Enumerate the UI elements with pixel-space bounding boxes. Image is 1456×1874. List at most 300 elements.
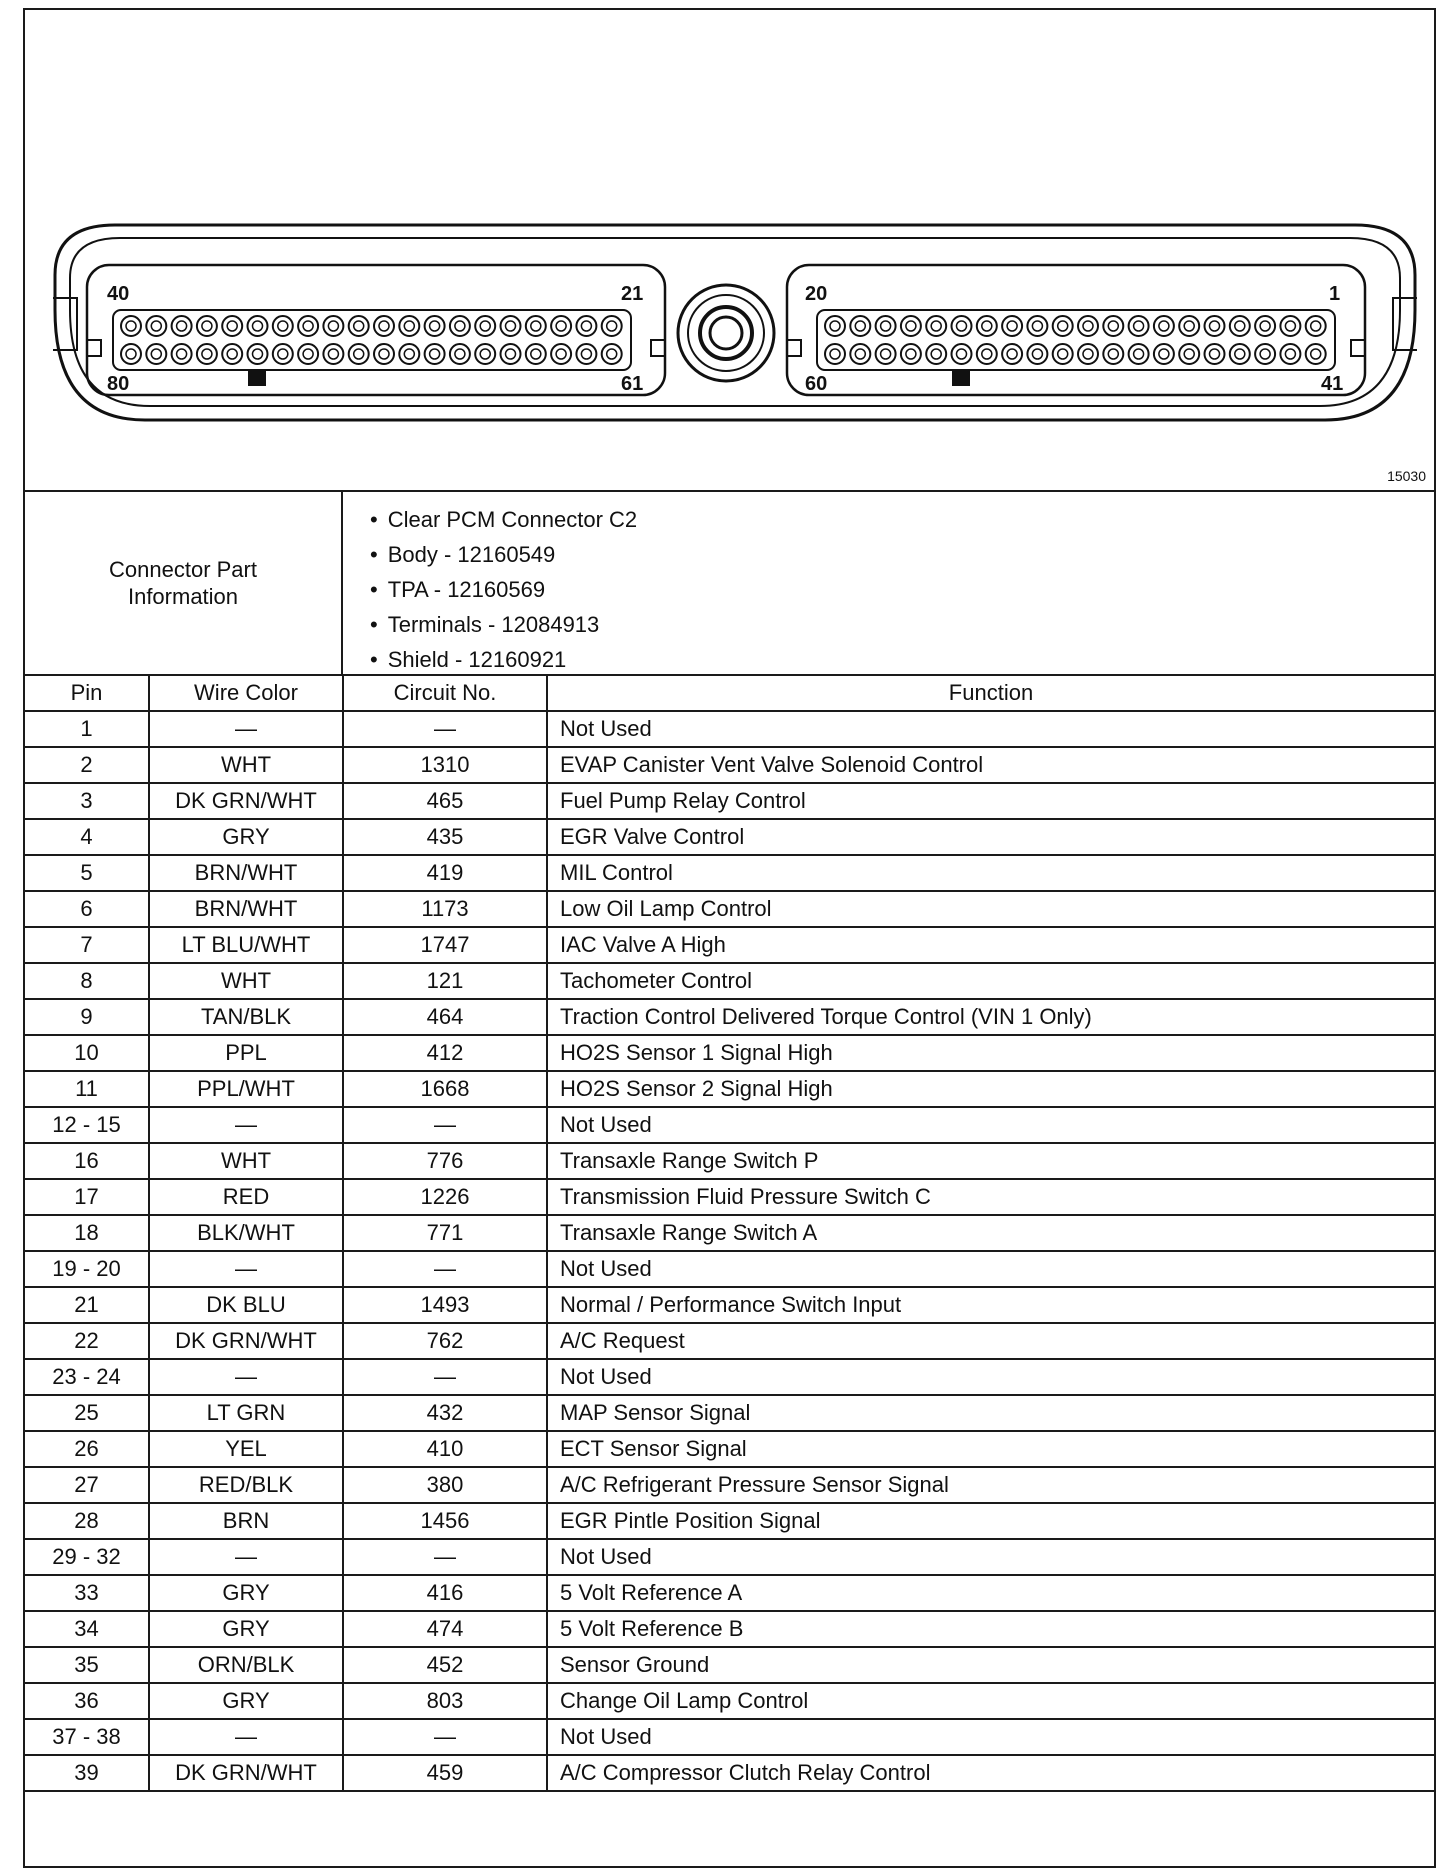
cell-wire-color: PPL/WHT: [149, 1071, 343, 1107]
pin-hole-inner: [531, 349, 541, 359]
part-info-item: • Body - 12160549: [370, 537, 637, 572]
pin-hole-inner: [278, 349, 288, 359]
pin-hole: [977, 316, 997, 336]
pin-hole: [1280, 344, 1300, 364]
pin-hole: [248, 316, 268, 336]
pin-hole-inner: [1210, 321, 1220, 331]
table-row: [25, 1575, 1434, 1611]
pin-hole: [1205, 316, 1225, 336]
cell-function: Not Used: [547, 1359, 1434, 1395]
pin-hole-inner: [278, 321, 288, 331]
pin-hole: [450, 316, 470, 336]
cell-function: Normal / Performance Switch Input: [547, 1287, 1434, 1323]
pin-hole: [1306, 344, 1326, 364]
cell-function: A/C Refrigerant Pressure Sensor Signal: [547, 1467, 1434, 1503]
pin-hole: [952, 344, 972, 364]
cell-wire-color: PPL: [149, 1035, 343, 1071]
pin-hole: [1230, 316, 1250, 336]
pin-hole-inner: [253, 321, 263, 331]
pin-hole-inner: [607, 349, 617, 359]
cell-circuit-no: 803: [343, 1683, 547, 1719]
cell-pin: 18: [25, 1215, 149, 1251]
cell-pin: 11: [25, 1071, 149, 1107]
pin-hole-inner: [253, 349, 263, 359]
cell-function: ECT Sensor Signal: [547, 1431, 1434, 1467]
pin-hole: [1255, 344, 1275, 364]
cell-circuit-no: —: [343, 711, 547, 747]
table-header-row: [25, 676, 1434, 711]
cell-pin: 10: [25, 1035, 149, 1071]
pin-label-40: 40: [107, 283, 130, 305]
pin-hole: [475, 344, 495, 364]
pin-hole-inner: [982, 349, 992, 359]
cell-pin: 2: [25, 747, 149, 783]
pin-hole-inner: [455, 321, 465, 331]
pin-hole: [425, 344, 445, 364]
cell-circuit-no: 1310: [343, 747, 547, 783]
table-row: [25, 1287, 1434, 1323]
pin-hole-inner: [227, 349, 237, 359]
cell-pin: 4: [25, 819, 149, 855]
cell-pin: 33: [25, 1575, 149, 1611]
cell-pin: 36: [25, 1683, 149, 1719]
cell-wire-color: YEL: [149, 1431, 343, 1467]
part-info-heading-line1: Connector Part: [109, 557, 257, 582]
pin-hole: [1078, 344, 1098, 364]
pin-hole: [501, 316, 521, 336]
cell-circuit-no: 464: [343, 999, 547, 1035]
pin-hole: [1129, 316, 1149, 336]
cell-wire-color: —: [149, 1719, 343, 1755]
table-row: [25, 927, 1434, 963]
pin-hole: [1280, 316, 1300, 336]
cell-wire-color: GRY: [149, 1683, 343, 1719]
pin-hole-inner: [506, 321, 516, 331]
pin-hole: [1205, 344, 1225, 364]
pin-holes: [121, 316, 1326, 364]
part-info-item: • Shield - 12160921: [370, 642, 637, 677]
pin-hole-inner: [1058, 349, 1068, 359]
cell-function: 5 Volt Reference B: [547, 1611, 1434, 1647]
cell-function: Not Used: [547, 1107, 1434, 1143]
cell-pin: 21: [25, 1287, 149, 1323]
cell-function: A/C Request: [547, 1323, 1434, 1359]
center-right-tab: [787, 340, 801, 356]
pin-hole: [222, 316, 242, 336]
pin-hole-inner: [830, 349, 840, 359]
pin-hole-inner: [581, 321, 591, 331]
pin-hole: [850, 344, 870, 364]
cell-circuit-no: —: [343, 1107, 547, 1143]
cell-circuit-no: 410: [343, 1431, 547, 1467]
pin-hole-inner: [151, 321, 161, 331]
pin-hole-inner: [1235, 349, 1245, 359]
pin-hole-inner: [581, 349, 591, 359]
pin-hole-inner: [379, 349, 389, 359]
right-tab: [1351, 340, 1365, 356]
pin-hole-inner: [1260, 349, 1270, 359]
cell-function: IAC Valve A High: [547, 927, 1434, 963]
pin-hole: [475, 316, 495, 336]
pin-hole-inner: [177, 321, 187, 331]
pin-hole-inner: [354, 321, 364, 331]
cell-wire-color: RED/BLK: [149, 1467, 343, 1503]
pin-hole-inner: [303, 321, 313, 331]
table-row: [25, 855, 1434, 891]
pin-hole-inner: [881, 321, 891, 331]
cell-function: A/C Compressor Clutch Relay Control: [547, 1755, 1434, 1791]
pin-hole: [298, 344, 318, 364]
pin-hole-inner: [455, 349, 465, 359]
pin-hole: [298, 316, 318, 336]
pin-hole: [901, 344, 921, 364]
pin-hole: [876, 316, 896, 336]
pin-hole-inner: [430, 321, 440, 331]
pin-hole-inner: [1210, 349, 1220, 359]
pin-hole: [1154, 344, 1174, 364]
cell-wire-color: LT BLU/WHT: [149, 927, 343, 963]
pin-hole-inner: [404, 349, 414, 359]
cell-pin: 39: [25, 1755, 149, 1791]
pin-hole-inner: [1285, 321, 1295, 331]
pin-hole-inner: [931, 349, 941, 359]
pin-hole-inner: [480, 349, 490, 359]
table-row: [25, 783, 1434, 819]
cell-wire-color: —: [149, 711, 343, 747]
table-row: [25, 1611, 1434, 1647]
table-row: [25, 1071, 1434, 1107]
pin-function-table: [25, 676, 1434, 1792]
pin-hole: [576, 344, 596, 364]
cell-circuit-no: —: [343, 1359, 547, 1395]
pin-hole-inner: [1311, 349, 1321, 359]
cell-function: Transaxle Range Switch P: [547, 1143, 1434, 1179]
pin-hole-inner: [1007, 321, 1017, 331]
pin-hole-inner: [1134, 321, 1144, 331]
pin-hole-inner: [556, 349, 566, 359]
pin-hole: [1053, 344, 1073, 364]
part-info-item: • Clear PCM Connector C2: [370, 502, 637, 537]
pin-hole: [1230, 344, 1250, 364]
table-row: [25, 891, 1434, 927]
pin-hole: [1255, 316, 1275, 336]
cell-function: EGR Pintle Position Signal: [547, 1503, 1434, 1539]
cell-wire-color: BRN/WHT: [149, 891, 343, 927]
pin-hole: [1103, 316, 1123, 336]
cell-wire-color: BLK/WHT: [149, 1215, 343, 1251]
pin-hole-inner: [855, 321, 865, 331]
cell-circuit-no: 432: [343, 1395, 547, 1431]
cell-function: Fuel Pump Relay Control: [547, 783, 1434, 819]
pin-hole-inner: [982, 321, 992, 331]
cell-function: Change Oil Lamp Control: [547, 1683, 1434, 1719]
cell-pin: 27: [25, 1467, 149, 1503]
pin-hole: [374, 316, 394, 336]
right-cavity: [787, 265, 1365, 395]
pin-hole: [146, 316, 166, 336]
pin-hole: [1306, 316, 1326, 336]
cell-wire-color: GRY: [149, 1611, 343, 1647]
cell-circuit-no: 1493: [343, 1287, 547, 1323]
pin-hole-inner: [126, 321, 136, 331]
cell-pin: 37 - 38: [25, 1719, 149, 1755]
pin-hole: [926, 344, 946, 364]
pin-hole: [1078, 316, 1098, 336]
pin-hole: [551, 344, 571, 364]
table-row: [25, 1323, 1434, 1359]
pin-hole-inner: [906, 321, 916, 331]
cell-circuit-no: 474: [343, 1611, 547, 1647]
part-info-item: • TPA - 12160569: [370, 572, 637, 607]
pin-hole: [850, 316, 870, 336]
figure-number: 15030: [1387, 468, 1426, 484]
pin-hole: [576, 316, 596, 336]
pin-hole-inner: [177, 349, 187, 359]
cell-pin: 6: [25, 891, 149, 927]
cell-circuit-no: 412: [343, 1035, 547, 1071]
cell-circuit-no: —: [343, 1719, 547, 1755]
header-pin: Pin: [25, 676, 149, 711]
cell-pin: 12 - 15: [25, 1107, 149, 1143]
cell-pin: 26: [25, 1431, 149, 1467]
pin-hole-inner: [1235, 321, 1245, 331]
cell-function: MAP Sensor Signal: [547, 1395, 1434, 1431]
pin-hole: [926, 316, 946, 336]
cell-pin: 1: [25, 711, 149, 747]
pin-hole-inner: [1184, 321, 1194, 331]
center-bolt-core: [710, 317, 742, 349]
pin-hole: [248, 344, 268, 364]
pin-hole: [197, 344, 217, 364]
pin-hole-inner: [1260, 321, 1270, 331]
pin-hole: [1129, 344, 1149, 364]
pin-label-20: 20: [805, 283, 828, 305]
pin-hole-inner: [1159, 349, 1169, 359]
pin-hole-inner: [1134, 349, 1144, 359]
table-row: [25, 1251, 1434, 1287]
pin-hole: [977, 344, 997, 364]
pin-label-21: 21: [621, 283, 644, 305]
pin-hole-inner: [1058, 321, 1068, 331]
table-row: [25, 1539, 1434, 1575]
pin-hole: [1002, 316, 1022, 336]
part-info-list: [370, 502, 637, 677]
cell-function: MIL Control: [547, 855, 1434, 891]
cell-function: EVAP Canister Vent Valve Solenoid Control: [547, 747, 1434, 783]
cell-circuit-no: 459: [343, 1755, 547, 1791]
pin-hole: [121, 344, 141, 364]
cell-pin: 22: [25, 1323, 149, 1359]
table-body: [25, 711, 1434, 1791]
pin-hole-inner: [556, 321, 566, 331]
cell-wire-color: —: [149, 1539, 343, 1575]
pin-hole-inner: [1184, 349, 1194, 359]
pin-hole-inner: [202, 321, 212, 331]
pin-hole: [602, 316, 622, 336]
cell-pin: 7: [25, 927, 149, 963]
table-row: [25, 1107, 1434, 1143]
cell-function: Transmission Fluid Pressure Switch C: [547, 1179, 1434, 1215]
cell-function: Not Used: [547, 1719, 1434, 1755]
cell-circuit-no: 1173: [343, 891, 547, 927]
cell-pin: 8: [25, 963, 149, 999]
cell-pin: 9: [25, 999, 149, 1035]
cell-wire-color: WHT: [149, 747, 343, 783]
pin-hole: [425, 316, 445, 336]
pin-label-60: 60: [805, 373, 828, 395]
pin-hole-inner: [1007, 349, 1017, 359]
cell-function: Not Used: [547, 1539, 1434, 1575]
connector-face-drawing: [25, 10, 1434, 490]
pin-hole-inner: [931, 321, 941, 331]
pin-hole-inner: [202, 349, 212, 359]
pin-hole-inner: [1159, 321, 1169, 331]
part-info-heading-line2: Information: [127, 584, 239, 609]
pin-hole-inner: [430, 349, 440, 359]
pin-label-61: 61: [621, 373, 644, 395]
cell-wire-color: TAN/BLK: [149, 999, 343, 1035]
pin-hole: [501, 344, 521, 364]
cell-function: Tachometer Control: [547, 963, 1434, 999]
pin-hole-inner: [1108, 349, 1118, 359]
table-row: [25, 1035, 1434, 1071]
pin-hole: [1154, 316, 1174, 336]
pin-hole: [825, 316, 845, 336]
cell-function: Traction Control Delivered Torque Control (VIN 1 Only): [547, 999, 1434, 1035]
part-info-heading: [25, 492, 343, 674]
table-row: [25, 1647, 1434, 1683]
table-row: [25, 1431, 1434, 1467]
header-wire-color: Wire Color: [149, 676, 343, 711]
table-row: [25, 1503, 1434, 1539]
cell-function: Not Used: [547, 711, 1434, 747]
pin-hole-inner: [506, 349, 516, 359]
document-frame: [23, 8, 1436, 1868]
cell-circuit-no: 465: [343, 783, 547, 819]
pin-hole-inner: [303, 349, 313, 359]
header-function: Function: [547, 676, 1434, 711]
pin-hole: [1027, 316, 1047, 336]
pin-hole: [1103, 344, 1123, 364]
pin-hole-inner: [830, 321, 840, 331]
cell-circuit-no: 771: [343, 1215, 547, 1251]
pin-hole-inner: [957, 349, 967, 359]
pin-hole: [952, 316, 972, 336]
pin-hole: [349, 344, 369, 364]
part-info-item: • Terminals - 12084913: [370, 607, 637, 642]
table-row: [25, 1143, 1434, 1179]
pin-hole: [323, 344, 343, 364]
cell-circuit-no: 380: [343, 1467, 547, 1503]
pin-hole: [349, 316, 369, 336]
pin-hole-inner: [1032, 321, 1042, 331]
pin-hole: [1002, 344, 1022, 364]
cell-function: HO2S Sensor 1 Signal High: [547, 1035, 1434, 1071]
pin-hole: [172, 344, 192, 364]
pin-hole-inner: [126, 349, 136, 359]
pin-hole-inner: [957, 321, 967, 331]
pin-hole-inner: [227, 321, 237, 331]
cell-circuit-no: —: [343, 1251, 547, 1287]
pin-hole: [1027, 344, 1047, 364]
cell-wire-color: —: [149, 1251, 343, 1287]
cell-pin: 3: [25, 783, 149, 819]
table-row: [25, 1719, 1434, 1755]
pin-hole-inner: [151, 349, 161, 359]
table-row: [25, 999, 1434, 1035]
cell-circuit-no: 416: [343, 1575, 547, 1611]
pin-hole-inner: [1032, 349, 1042, 359]
pin-hole: [374, 344, 394, 364]
pin-hole: [901, 316, 921, 336]
table-row: [25, 747, 1434, 783]
cell-wire-color: DK BLU: [149, 1287, 343, 1323]
cell-pin: 29 - 32: [25, 1539, 149, 1575]
pin-hole: [526, 344, 546, 364]
pin-hole: [876, 344, 896, 364]
cell-pin: 16: [25, 1143, 149, 1179]
cell-wire-color: DK GRN/WHT: [149, 1755, 343, 1791]
pin-hole: [399, 344, 419, 364]
pin-hole: [526, 316, 546, 336]
center-left-tab: [651, 340, 665, 356]
cell-function: HO2S Sensor 2 Signal High: [547, 1071, 1434, 1107]
cell-wire-color: GRY: [149, 1575, 343, 1611]
cell-wire-color: DK GRN/WHT: [149, 1323, 343, 1359]
table-row: [25, 819, 1434, 855]
pin-hole-inner: [531, 321, 541, 331]
cell-pin: 19 - 20: [25, 1251, 149, 1287]
pin-hole-inner: [379, 321, 389, 331]
pin-label-1: 1: [1329, 283, 1341, 305]
left-key: [248, 370, 266, 386]
pin-hole-inner: [1285, 349, 1295, 359]
cell-pin: 28: [25, 1503, 149, 1539]
cell-function: Sensor Ground: [547, 1647, 1434, 1683]
table-row: [25, 1179, 1434, 1215]
cell-wire-color: —: [149, 1107, 343, 1143]
cell-wire-color: RED: [149, 1179, 343, 1215]
cell-circuit-no: 1747: [343, 927, 547, 963]
cell-pin: 17: [25, 1179, 149, 1215]
cell-circuit-no: 776: [343, 1143, 547, 1179]
pin-hole: [602, 344, 622, 364]
cell-wire-color: —: [149, 1359, 343, 1395]
cell-wire-color: WHT: [149, 963, 343, 999]
pin-hole: [222, 344, 242, 364]
cell-pin: 5: [25, 855, 149, 891]
table-row: [25, 1395, 1434, 1431]
pin-hole: [450, 344, 470, 364]
cell-wire-color: DK GRN/WHT: [149, 783, 343, 819]
pin-hole-inner: [404, 321, 414, 331]
pin-hole-inner: [881, 349, 891, 359]
cell-wire-color: ORN/BLK: [149, 1647, 343, 1683]
cell-circuit-no: 1668: [343, 1071, 547, 1107]
pin-hole-inner: [906, 349, 916, 359]
table-row: [25, 1467, 1434, 1503]
pin-hole: [1053, 316, 1073, 336]
pin-hole: [172, 316, 192, 336]
connector-diagram: [25, 10, 1434, 492]
pin-hole: [197, 316, 217, 336]
pin-hole-inner: [328, 349, 338, 359]
cell-function: EGR Valve Control: [547, 819, 1434, 855]
cell-pin: 34: [25, 1611, 149, 1647]
pin-hole: [825, 344, 845, 364]
center-bolt-outer: [678, 285, 774, 381]
pin-hole-inner: [354, 349, 364, 359]
